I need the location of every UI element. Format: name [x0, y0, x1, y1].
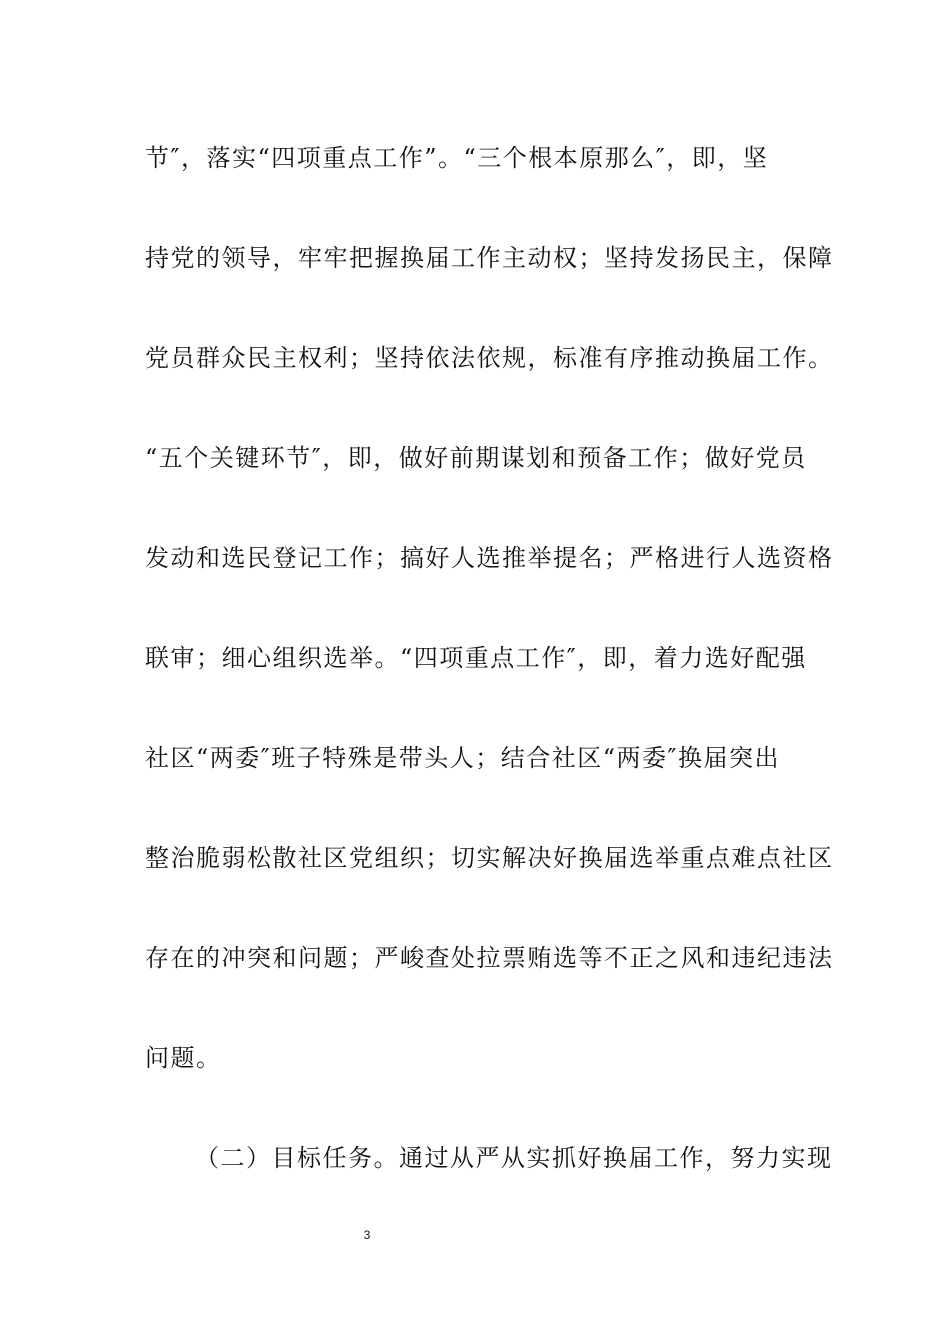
section-heading-line: （二）目标任务。通过从严从实抓好换届工作，努力实现: [195, 1144, 833, 1172]
text-line-6: 联审；细心组织选举。“四项重点工作″，即，着力选好配强: [145, 644, 807, 672]
text-line-1: 节″，落实“四项重点工作”。“三个根本原那么″，即，坚: [145, 144, 769, 172]
text-line-9: 存在的冲突和问题；严峻查处拉票贿选等不正之风和违纪违法: [145, 944, 834, 972]
text-line-10: 问题。: [145, 1044, 222, 1072]
text-line-3: 党员群众民主权利；坚持依法依规，标准有序推动换届工作。: [145, 344, 834, 372]
text-line-7: 社区“两委″班子特殊是带头人；结合社区“两委″换届突出: [145, 744, 780, 772]
text-line-8: 整治脆弱松散社区党组织；切实解决好换届选举重点难点社区: [145, 844, 834, 872]
text-line-2: 持党的领导，牢牢把握换届工作主动权；坚持发扬民主，保障: [145, 244, 834, 272]
page-number: 3: [363, 1228, 371, 1242]
text-line-5: 发动和选民登记工作；搞好人选推举提名；严格进行人选资格: [145, 544, 834, 572]
text-line-4: “五个关键环节″，即，做好前期谋划和预备工作；做好党员: [145, 444, 807, 472]
